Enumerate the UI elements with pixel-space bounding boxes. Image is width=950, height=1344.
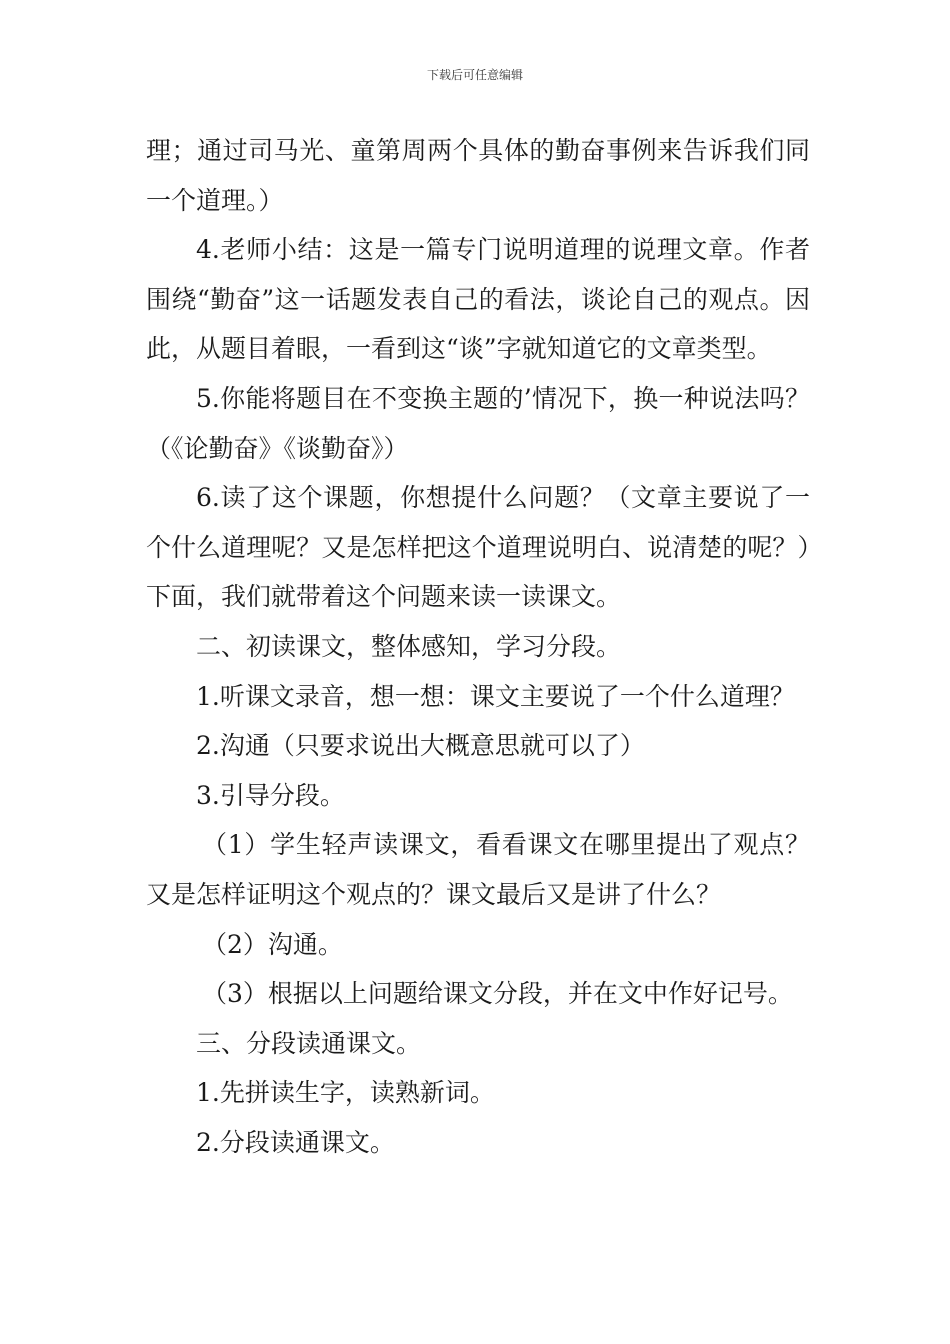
list-item-communicate: 2.沟通（只要求说出大概意思就可以了） bbox=[196, 731, 645, 761]
list-item-listen: 1.听课文录音，想一想：课文主要说了一个什么道理？ bbox=[196, 681, 795, 711]
list-item-segment: 3.引导分段。 bbox=[196, 780, 345, 810]
sub-item-3: （3）根据以上问题给课文分段，并在文中作好记号。 bbox=[202, 979, 793, 1009]
list-item-read: 2.分段读通课文。 bbox=[196, 1127, 395, 1157]
sub-item-1: （1）学生轻声读课文，看看课文在哪里提出了观点？又是怎样证明这个观点的？课文最后又是讲了什么？ bbox=[146, 830, 810, 909]
paragraph-teacher-summary: 4.老师小结：这是一篇专门说明道理的说理文章。作者围绕“勤奋”这一话题发表自己的看法，谈论自己的观点。因此，从题目着眼，一看到这“谈”字就知道它的文章类型。 bbox=[146, 235, 810, 364]
paragraph-rephrase-title: 5.你能将题目在不变换主题的’情况下，换一种说法吗？（《论勤奋》《谈勤奋》） bbox=[146, 383, 810, 463]
sub-item-2: （2）沟通。 bbox=[202, 929, 343, 959]
list-item-spell: 1.先拼读生字，读熟新词。 bbox=[196, 1078, 495, 1108]
section-heading-2: 二、初读课文，整体感知，学习分段。 bbox=[196, 631, 622, 661]
paragraph-continuation: 理；通过司马光、童第周两个具体的勤奋事例来告诉我们同一个道理。） bbox=[146, 136, 810, 215]
section-heading-3: 三、分段读通课文。 bbox=[196, 1028, 422, 1058]
document-body bbox=[146, 126, 810, 1167]
paragraph-ask-question: 6.读了这个课题，你想提什么问题？（文章主要说了一个什么道理呢？又是怎样把这个道理说明白、说清楚的呢？）下面，我们就带着这个问题来读一读课文。 bbox=[146, 483, 810, 612]
page-header: 下载后可任意编辑 bbox=[426, 68, 523, 82]
